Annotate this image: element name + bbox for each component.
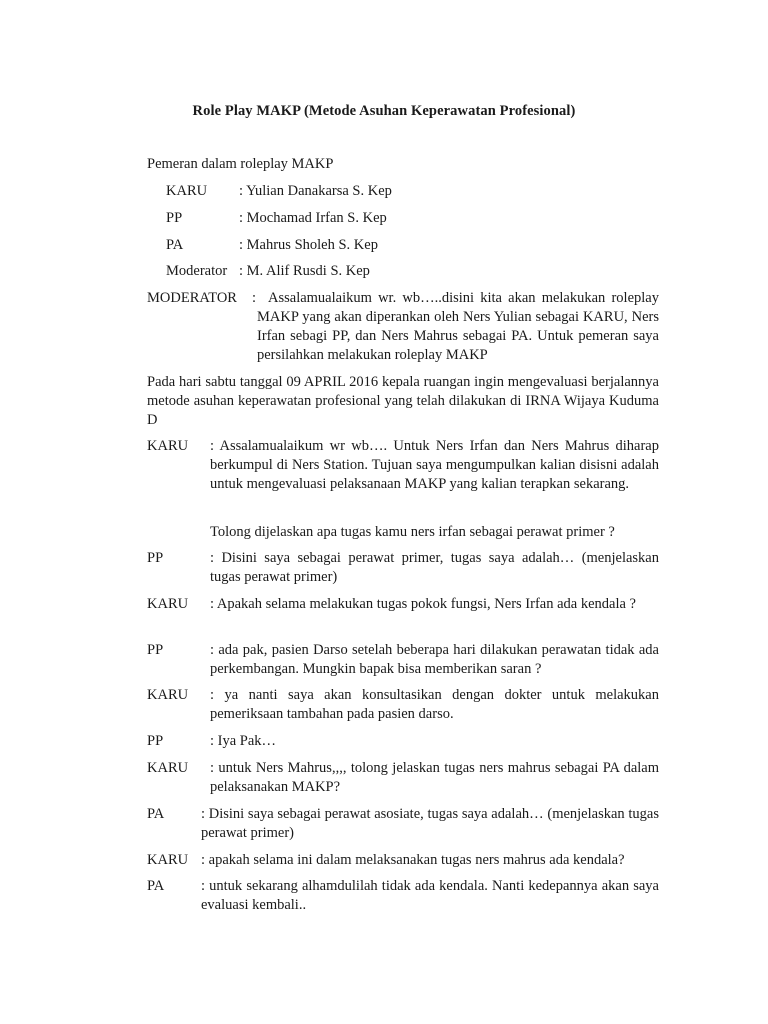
dialogue-line: : apakah selama ini dalam melaksanakan tugas ners mahrus ada kendala?: [201, 852, 625, 868]
document-title: Role Play MAKP (Metode Asuhan Keperawatan Profesional): [192, 103, 576, 119]
dialogue-speaker: PP: [147, 642, 164, 658]
cast-name-karu: : Yulian Danakarsa S. Kep: [239, 183, 392, 199]
dialogue-line: : Disini saya sebagai perawat primer, tugas saya adalah… (menjelaskan tugas perawat primer): [210, 550, 659, 585]
dialogue-line: : Iya Pak…: [210, 733, 277, 749]
dialogue-line: : untuk sekarang alhamdulilah tidak ada kendala. Nanti kedepannya akan saya evaluasi kembali..: [201, 878, 659, 913]
dialogue-line: Tolong dijelaskan apa tugas kamu ners irfan sebagai perawat primer ?: [210, 524, 615, 540]
cast-name-pp: : Mochamad Irfan S. Kep: [239, 210, 387, 226]
dialogue-line: : Disini saya sebagai perawat asosiate, tugas saya adalah… (menjelaskan tugas perawat primer): [201, 806, 659, 841]
cast-role-pp: PP: [166, 210, 183, 226]
dialogue-speaker: KARU: [147, 687, 189, 703]
dialogue-speaker: PP: [147, 550, 164, 566]
cast-role-moderator: Moderator: [166, 263, 228, 279]
dialogue-line: : untuk Ners Mahrus,,,, tolong jelaskan tugas ners mahrus sebagai PA dalam pelaksanakan MAKP?: [210, 760, 659, 795]
dialogue-line: : Assalamualaikum wr wb…. Untuk Ners Irfan dan Ners Mahrus diharap berkumpul di Ners Station. Tujuan saya mengumpulkan kalian disisni adalah untuk mengevaluasi pelaksanaan MAKP yang kalian terapkan sekarang.: [210, 438, 659, 492]
dialogue-line: : ya nanti saya akan konsultasikan dengan dokter untuk melakukan pemeriksaan tambahan pada pasien darso.: [210, 687, 659, 722]
dialogue-speaker: PP: [147, 733, 164, 749]
dialogue-line: : ada pak, pasien Darso setelah beberapa hari dilakukan perawatan tidak ada perkembangan. Mungkin bapak bisa memberikan saran ?: [210, 642, 659, 677]
dialogue-speaker: KARU: [147, 438, 189, 454]
dialogue-line: : Apakah selama melakukan tugas pokok fungsi, Ners Irfan ada kendala ?: [210, 596, 636, 612]
cast-name-pa: : Mahrus Sholeh S. Kep: [239, 237, 378, 253]
moderator-speech: Assalamualaikum wr. wb…..disini kita akan melakukan roleplay MAKP yang akan diperankan oleh Ners Yulian sebagai KARU, Ners Irfan sebagi PP, dan Ners Mahrus sebagai PA. Untuk pemeran saya persilahkan melakukan roleplay MAKP: [257, 290, 659, 363]
dialogue-speaker: PA: [147, 878, 165, 894]
dialogue-speaker: KARU: [147, 852, 189, 868]
cast-heading: Pemeran dalam roleplay MAKP: [147, 156, 334, 172]
narration-paragraph: Pada hari sabtu tanggal 09 APRIL 2016 kepala ruangan ingin mengevaluasi berjalannya metode asuhan keperawatan profesional yang telah dilakukan di IRNA Wijaya Kuduma D: [147, 374, 659, 428]
dialogue-speaker: PA: [147, 806, 165, 822]
moderator-separator: :: [252, 290, 257, 306]
cast-role-karu: KARU: [166, 183, 208, 199]
cast-role-pa: PA: [166, 237, 184, 253]
dialogue-speaker: KARU: [147, 760, 189, 776]
moderator-label: MODERATOR: [147, 290, 237, 306]
cast-name-moderator: : M. Alif Rusdi S. Kep: [239, 263, 370, 279]
dialogue-speaker: KARU: [147, 596, 189, 612]
